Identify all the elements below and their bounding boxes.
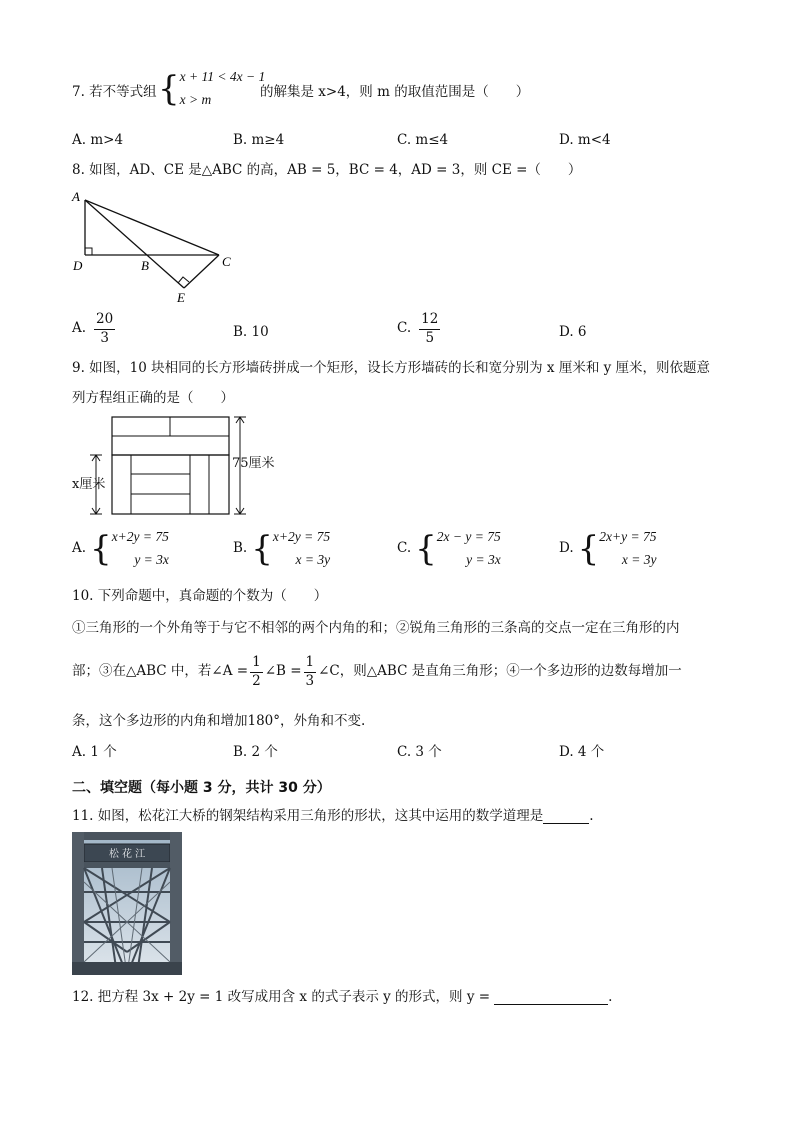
q10-option-d: D. 4 个 (559, 744, 605, 760)
fraction: $\frac{1}{2}$ (252, 654, 261, 689)
q8-option-a: A. $\frac{20}{3}$ (72, 311, 114, 346)
q8-stem: 8. 如图，AD、CE 是△ABC 的高，AB = 5，BC = 4，AD = 3，则 CE =（ ） (72, 162, 582, 178)
q9-option-c: C. { 2x − y = 75 y = 3x (397, 528, 501, 569)
fraction: $\frac{12}{5}$ (421, 311, 439, 346)
bridge-photo (72, 832, 182, 975)
q7-system-line-1: x + 11 < 4x − 1 (179, 69, 266, 84)
q10-option-a: A. 1 个 (72, 744, 117, 760)
q7-option-d: D. m<4 (559, 132, 611, 148)
q10-option-b: B. 2 个 (233, 744, 278, 760)
q7-system-line-2: x > m (179, 91, 212, 107)
fraction: $\frac{1}{3}$ (305, 654, 315, 689)
fraction: $\frac{20}{3}$ (96, 311, 114, 346)
q9-label-x-cm: x厘米 (72, 477, 106, 492)
q9-option-a: A. { x+2y = 75 y = 3x (72, 528, 169, 569)
section-heading: 二、填空题（每小题 3 分，共计 30 分） (72, 780, 331, 796)
q10-line-2: 部；③在△ABC 中，若∠A = $\frac{1}{2}$ ∠B = $\frac{1}{3}$ ∠C，则△ABC 是直角三角形；④一个多边形的边数每增加一 (72, 654, 682, 689)
bridge-sign-text: 松 花 江 (108, 849, 146, 860)
q11-stem: 11. 如图，松花江大桥的钢架结构采用三角形的形状，这其中运用的数学道理是 . (72, 808, 594, 824)
q8-option-c: C. $\frac{12}{5}$ (397, 311, 439, 346)
q7-inequality-system (158, 66, 265, 112)
segment-ae (85, 200, 184, 288)
q9-option-b: B. { x+2y = 75 x = 3y (233, 528, 331, 569)
q11-answer-blank[interactable] (543, 823, 589, 824)
label-c: C (222, 254, 231, 269)
label-b: B (141, 258, 149, 273)
q7-option-b: B. m≥4 (233, 132, 285, 148)
q7-suffix: 的解集是 x>4，则 m 的取值范围是（ ） (260, 84, 530, 100)
q7-option-a: A. m>4 (72, 132, 124, 148)
q12-stem: 12. 把方程 3x + 2y = 1 改写成用含 x 的式子表示 y 的形式，则 y = . (72, 989, 613, 1005)
q10-line-3: 条，这个多边形的内角和增加180°，外角和不变. (72, 713, 366, 729)
q7-option-c: C. m≤4 (397, 132, 449, 148)
lower-brick-section (112, 455, 229, 514)
q9-stem-line-1: 9. 如图，10 块相同的长方形墙砖拼成一个矩形，设长方形墙砖的长和宽分别为 x 厘米和 y 厘米，则依题意 (72, 360, 711, 376)
segment-ce (184, 255, 219, 288)
q10-stem: 10. 下列命题中，真命题的个数为（ ） (72, 588, 328, 604)
q8-option-b: B. 10 (233, 324, 269, 340)
q9-stem-line-2: 列方程组正确的是（ ） (72, 390, 234, 406)
label-e: E (177, 290, 185, 305)
q7-prefix: 7. 若不等式组 (72, 84, 157, 100)
q10-option-c: C. 3 个 (397, 744, 442, 760)
right-angle-mark-e (178, 277, 189, 283)
q12-answer-blank[interactable] (494, 1004, 608, 1005)
q9-option-d: D. { 2x+y = 75 x = 3y (559, 528, 657, 569)
q10-line-1: ①三角形的一个外角等于与它不相邻的两个内角的和；②锐角三角形的三条高的交点一定在三角形的内 (72, 620, 680, 636)
label-a: A (72, 189, 80, 204)
q9-label-75cm: 75厘米 (232, 456, 275, 471)
left-brace: { (158, 68, 180, 109)
segment-ac (85, 200, 219, 255)
right-angle-mark-d (85, 248, 92, 255)
q8-option-d: D. 6 (559, 324, 587, 340)
q8-triangle-figure (66, 188, 246, 306)
q7-stem (72, 86, 157, 100)
label-d: D (73, 258, 83, 273)
